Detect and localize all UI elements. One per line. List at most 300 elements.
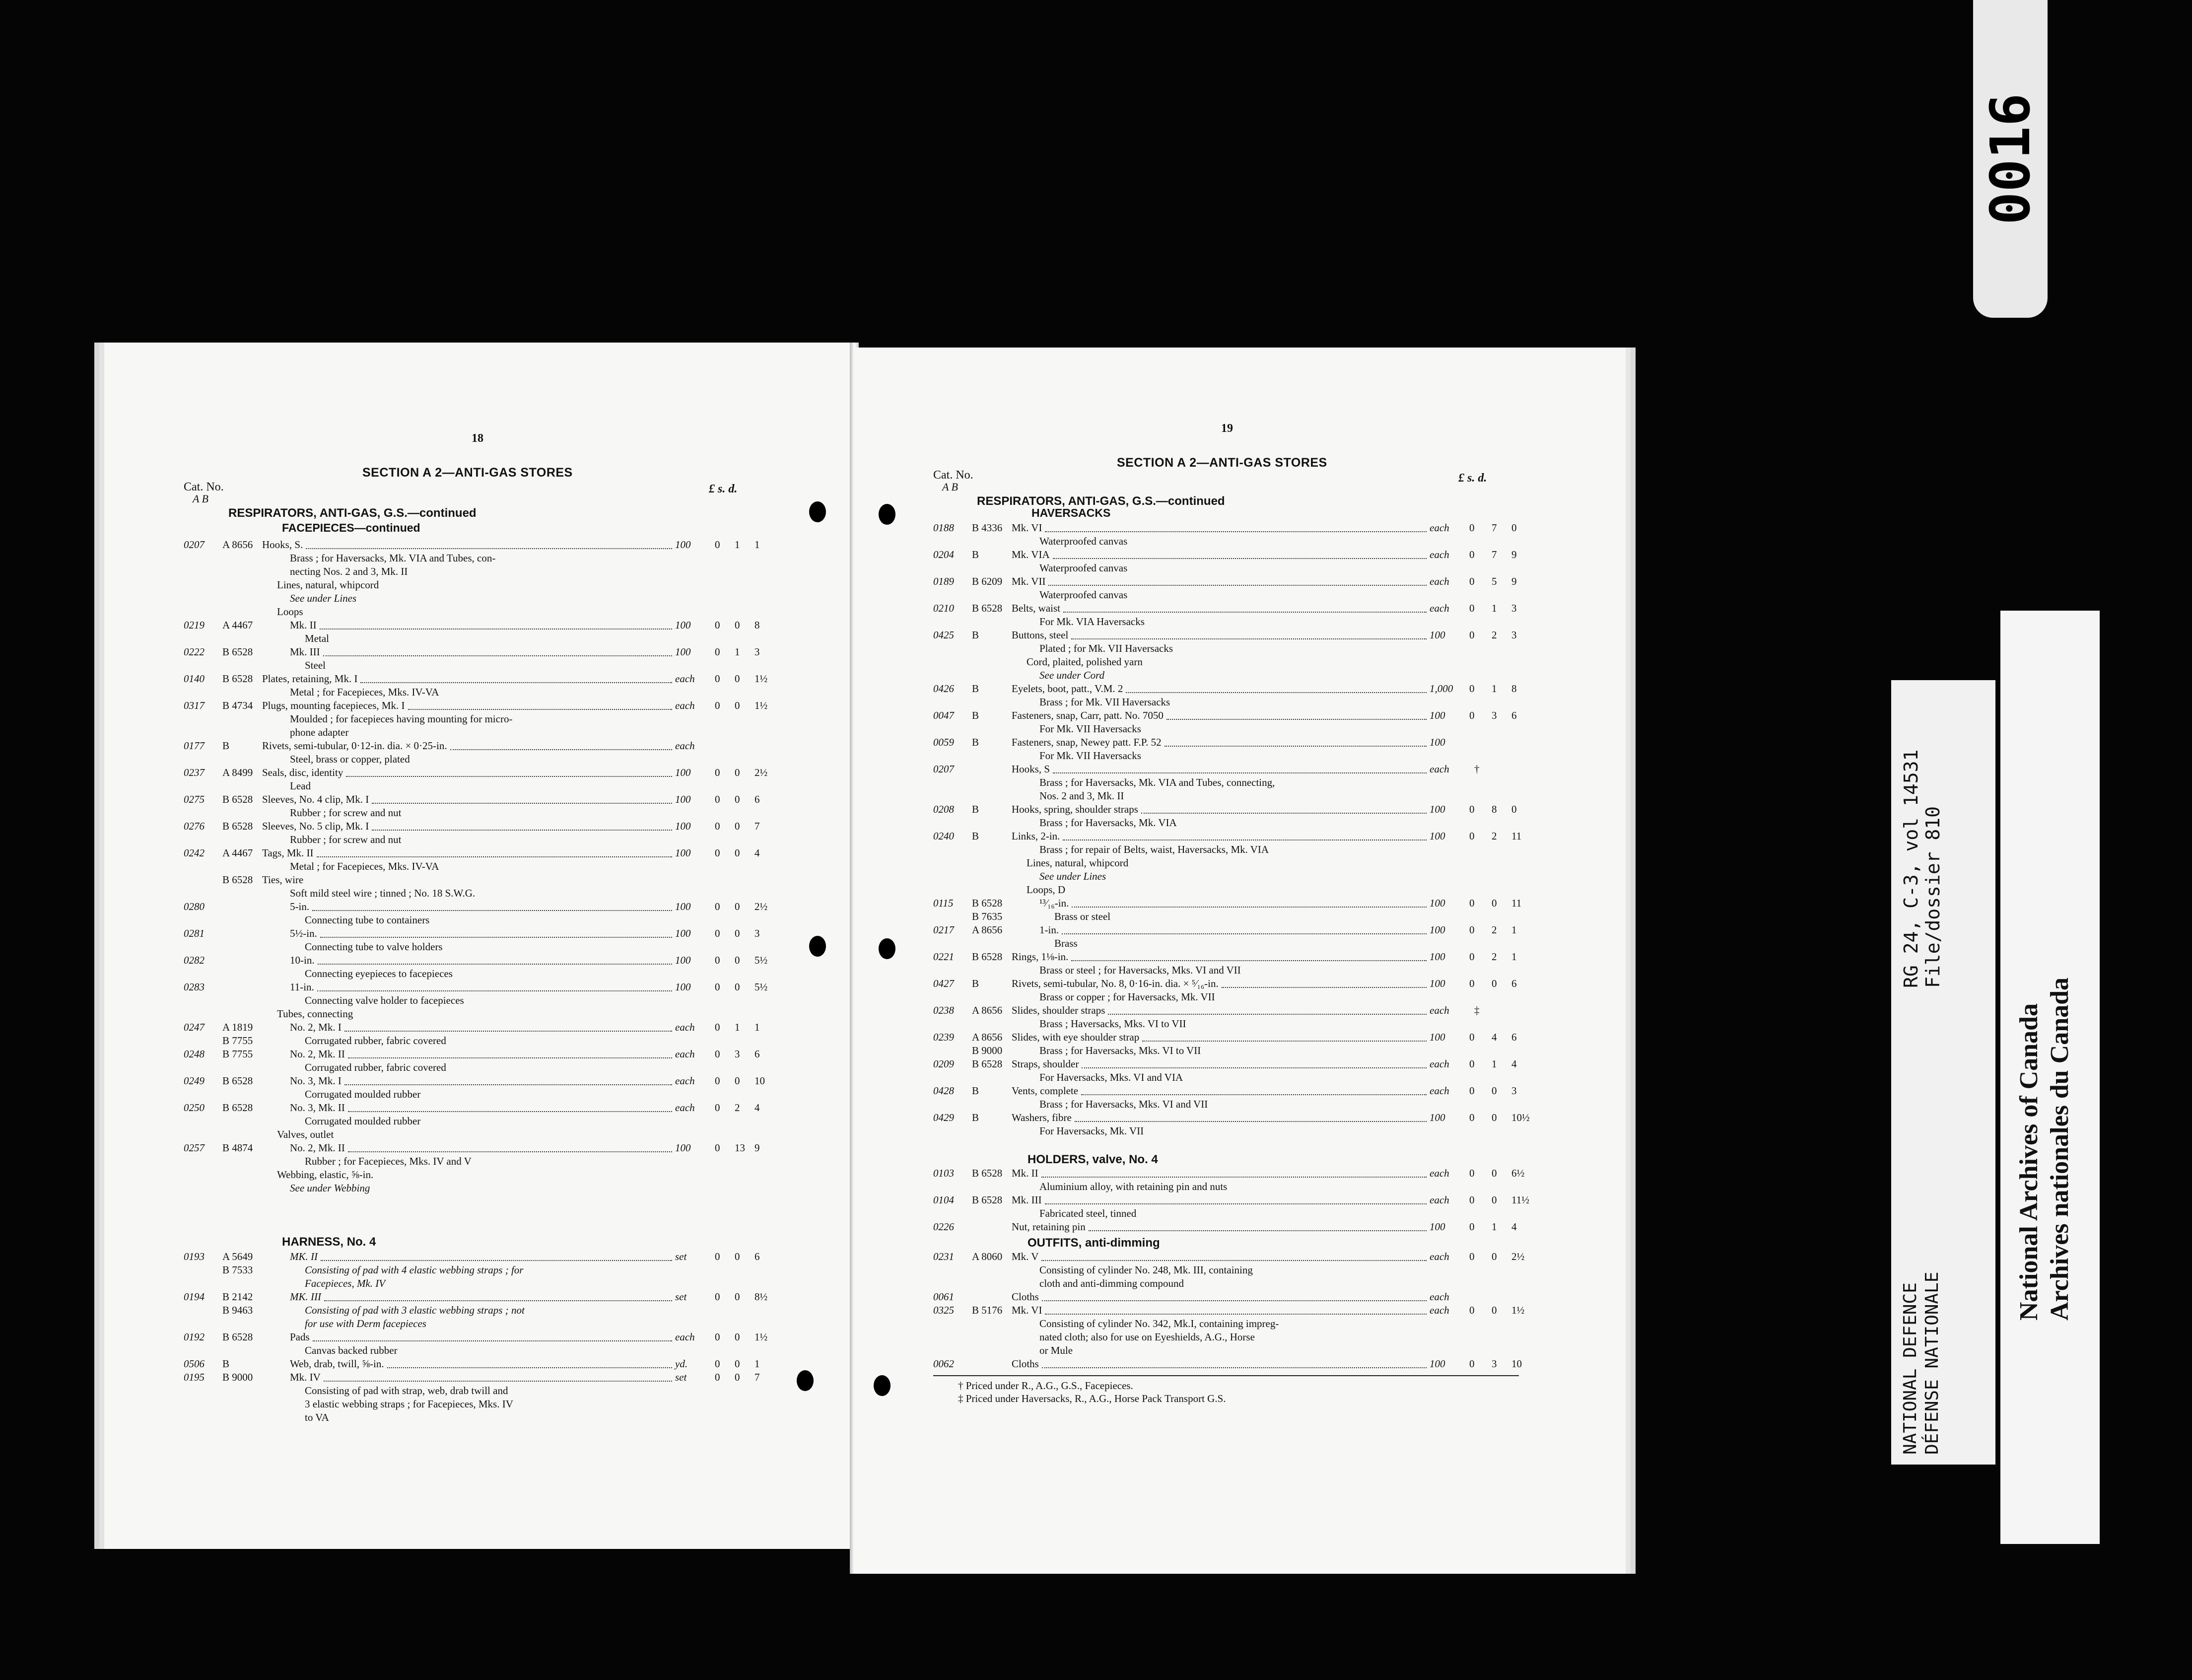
leader-dots (1042, 1367, 1427, 1368)
catalogue-row (184, 1317, 779, 1330)
price-shillings: 5 (1492, 575, 1497, 587)
unit-of-issue: 100 (1430, 830, 1445, 842)
catalogue-row (933, 602, 1554, 615)
ab-reference: B (222, 740, 230, 752)
unit-of-issue: set (675, 1291, 687, 1303)
catalogue-number: 0061 (933, 1291, 954, 1303)
price-pence: 3 (1511, 629, 1517, 641)
price-shillings: 0 (735, 1075, 740, 1087)
ab-reference: B 6528 (972, 1058, 1003, 1070)
catalogue-number: 0317 (184, 700, 205, 711)
leader-dots (321, 1260, 672, 1261)
unit-of-issue: 100 (1430, 897, 1445, 909)
page-number: 19 (1221, 422, 1233, 435)
unit-of-issue: each (1430, 1004, 1449, 1016)
catalogue-number: 0062 (933, 1358, 954, 1370)
unit-of-issue: each (1430, 1194, 1449, 1206)
price-shillings: 3 (735, 1048, 740, 1060)
leader-dots (1042, 1300, 1427, 1301)
archive-reference-label (1891, 680, 1995, 1465)
catalogue-row (184, 793, 779, 806)
price-pounds: 0 (715, 619, 720, 631)
price-shillings: 0 (735, 847, 740, 859)
catalogue-row (184, 1168, 779, 1182)
catalogue-row (933, 776, 1554, 789)
section-title: SECTION A 2—ANTI-GAS STORES (1117, 456, 1327, 470)
catalogue-row (184, 766, 779, 779)
catalogue-row (184, 779, 779, 793)
footnote-dagger: † Priced under R., A.G., G.S., Facepieces. (958, 1380, 1133, 1392)
price-pence: 10½ (1511, 1112, 1530, 1123)
item-description: Seals, disc, identity (262, 767, 343, 778)
item-description: Fabricated steel, tinned (1039, 1207, 1137, 1219)
item-description: For Mk. VIA Haversacks (1039, 616, 1145, 628)
ab-reference: B (972, 1112, 979, 1123)
price-pounds: 0 (1469, 522, 1475, 534)
item-description: Rubber ; for Facepieces, Mks. IV and V (305, 1155, 472, 1167)
price-shillings: 0 (735, 1358, 740, 1370)
ab-reference: A 8656 (972, 1031, 1003, 1043)
item-description: Steel (305, 659, 326, 671)
item-description: Brass ; for Haversacks, Mks. VI to VII (1039, 1045, 1201, 1056)
item-description: Rivets, semi-tubular, No. 8, 0·16-in. dia. × ⁵⁄₁₆-in. (1012, 978, 1219, 989)
leader-dots (1071, 638, 1427, 639)
ab-reference: A 8656 (972, 924, 1003, 936)
catalogue-row (184, 1141, 779, 1155)
item-description: Fasteners, snap, Carr, patt. No. 7050 (1012, 709, 1164, 721)
right-page (854, 348, 1626, 1574)
unit-of-issue: each (1430, 1085, 1449, 1097)
catalogue-number: 0283 (184, 981, 205, 993)
item-description: Corrugated rubber, fabric covered (305, 1061, 446, 1073)
catalogue-row (933, 561, 1554, 575)
ab-reference: B (972, 1085, 979, 1097)
catalogue-row (184, 1007, 779, 1021)
catalogue-row (933, 1111, 1554, 1124)
price-shillings: 0 (1492, 1085, 1497, 1097)
archives-name-fr: Archives nationales du Canada (2046, 977, 2074, 1321)
unit-of-issue: set (675, 1371, 687, 1383)
ab-reference: A 4467 (222, 619, 253, 631)
page-number: 18 (472, 432, 483, 445)
item-description: Metal (305, 632, 329, 644)
price-shillings: 3 (1492, 1358, 1497, 1370)
catalogue-rows (933, 521, 1554, 1138)
catalogue-row (184, 1021, 779, 1034)
unit-of-issue: 100 (675, 539, 691, 551)
catalogue-row (933, 1330, 1554, 1344)
catalogue-number: 0188 (933, 522, 954, 534)
item-description: Brass ; for Haversacks, Mk. VIA and Tubes, con- (290, 552, 496, 564)
catalogue-row (184, 1128, 779, 1141)
catalogue-row (184, 552, 779, 565)
catalogue-number: 0275 (184, 793, 205, 805)
item-description: Facepieces, Mk. IV (305, 1277, 386, 1289)
catalogue-number: 0248 (184, 1048, 205, 1060)
price-pounds: 0 (715, 820, 720, 832)
category-heading: RESPIRATORS, ANTI-GAS, G.S.—continued (977, 494, 1225, 508)
footnote-double-dagger: ‡ Priced under Haversacks, R., A.G., Horse Pack Transport G.S. (958, 1393, 1226, 1404)
binder-hole (809, 501, 826, 522)
catalogue-row (933, 870, 1554, 883)
catalogue-row (184, 887, 779, 900)
price-pounds: 0 (715, 673, 720, 685)
item-description: Eyelets, boot, patt., V.M. 2 (1012, 683, 1123, 695)
ab-reference: B 5176 (972, 1304, 1003, 1316)
item-description: Hooks, spring, shoulder straps (1012, 803, 1138, 815)
price-pence: 8½ (754, 1291, 768, 1303)
leader-dots (1045, 1314, 1427, 1315)
price-pounds: 0 (715, 901, 720, 912)
catalogue-row (933, 1344, 1554, 1357)
catalogue-row (933, 1304, 1554, 1317)
footnotes (958, 1379, 1226, 1405)
price-pounds: 0 (1469, 1112, 1475, 1123)
catalogue-row (933, 803, 1554, 816)
catalogue-number: 0237 (184, 767, 205, 778)
price-shillings: 0 (1492, 1251, 1497, 1262)
catalogue-row (933, 736, 1554, 749)
item-description: for use with Derm facepieces (305, 1318, 426, 1330)
unit-of-issue: 100 (675, 847, 691, 859)
footnote-rule (933, 1375, 1519, 1376)
item-description: Consisting of cylinder No. 342, Mk.I, containing impreg- (1039, 1318, 1279, 1330)
ab-reference: B 6528 (972, 602, 1003, 614)
ab-reference: B (972, 978, 979, 989)
price-pence: 0 (1511, 522, 1517, 534)
price-pence: 9 (754, 1142, 760, 1154)
item-description: 11-in. (290, 981, 314, 993)
price-pence: 1 (1511, 924, 1517, 936)
price-shillings: 0 (735, 954, 740, 966)
price-pounds: 0 (715, 700, 720, 711)
catalogue-row (184, 1115, 779, 1128)
catalogue-row (184, 1182, 779, 1195)
price-pence: 3 (1511, 602, 1517, 614)
catalogue-number: 0208 (933, 803, 954, 815)
item-description: Cloths (1012, 1291, 1039, 1303)
price-shillings: 0 (735, 793, 740, 805)
item-description: Metal ; for Facepieces, Mks. IV-VA (290, 860, 439, 872)
catalogue-number: 0242 (184, 847, 205, 859)
unit-of-issue: 100 (675, 927, 691, 939)
price-pence: 7 (754, 820, 760, 832)
catalogue-number: 0426 (933, 683, 954, 695)
price-pence: 10 (754, 1075, 765, 1087)
ab-reference: B (972, 629, 979, 641)
ab-reference: B (222, 1358, 230, 1370)
price-shillings: 0 (735, 981, 740, 993)
price-shillings: 0 (735, 1251, 740, 1262)
item-description: Brass or copper ; for Haversacks, Mk. VII (1039, 991, 1215, 1003)
leader-dots (1045, 1203, 1427, 1204)
catalogue-row (933, 588, 1554, 602)
catalogue-row (933, 789, 1554, 803)
catalogue-row (184, 1398, 779, 1411)
item-description: Mk. VI (1012, 1304, 1042, 1316)
price-shillings: 13 (735, 1142, 745, 1154)
price-pence: 2½ (754, 767, 768, 778)
archives-name-en: National Archives of Canada (2015, 1003, 2043, 1321)
binder-hole (809, 936, 826, 957)
price-shillings: 0 (1492, 1304, 1497, 1316)
ab-reference: B 6528 (972, 897, 1003, 909)
price-pounds: 0 (715, 767, 720, 778)
price-pence: 3 (1511, 1085, 1517, 1097)
catalogue-row (933, 1057, 1554, 1071)
catalogue-row (933, 937, 1554, 950)
price-pence: 8 (1511, 683, 1517, 695)
catalogue-rows-outfits (933, 1250, 1554, 1371)
item-description: For Haversacks, Mk. VII (1039, 1125, 1144, 1137)
unit-of-issue: 100 (1430, 1358, 1445, 1370)
item-description: No. 3, Mk. II (290, 1102, 345, 1114)
unit-of-issue: each (675, 1102, 695, 1114)
item-description: 5½-in. (290, 927, 317, 939)
catalogue-row (933, 1031, 1554, 1044)
catalogue-row (933, 1290, 1554, 1304)
unit-of-issue: 100 (1430, 803, 1445, 815)
item-description: Slides, shoulder straps (1012, 1004, 1105, 1016)
catalogue-row (933, 1250, 1554, 1263)
leader-dots (348, 1151, 672, 1152)
price-shillings: 1 (735, 539, 740, 551)
catalogue-row (933, 521, 1554, 535)
unit-of-issue: 100 (1430, 736, 1445, 748)
price-pounds: 0 (715, 1021, 720, 1033)
catalogue-row (184, 913, 779, 927)
price-pence: 3 (754, 927, 760, 939)
unit-of-issue: 100 (1430, 951, 1445, 963)
item-description: Connecting tube to containers (305, 914, 430, 926)
catalogue-row (184, 659, 779, 672)
unit-of-issue: each (1430, 1291, 1449, 1303)
item-description: See under Lines (290, 592, 357, 604)
item-description: Mk. II (1012, 1167, 1038, 1179)
catalogue-row (933, 615, 1554, 629)
price-pounds: 0 (715, 646, 720, 658)
price-pounds: 0 (1469, 1194, 1475, 1206)
price-shillings: 0 (735, 673, 740, 685)
leader-dots (318, 964, 672, 965)
leader-dots (324, 1381, 672, 1382)
catalogue-rows-harness (184, 1250, 779, 1424)
item-description: Connecting eyepieces to facepieces (305, 968, 453, 980)
unit-of-issue: each (675, 1048, 695, 1060)
catalogue-row (184, 806, 779, 820)
price-pence: 5½ (754, 981, 768, 993)
unit-of-issue: each (675, 740, 695, 752)
item-description: Brass or steel ; for Haversacks, Mks. VI and VII (1039, 964, 1241, 976)
unit-of-issue: each (1430, 1304, 1449, 1316)
leader-dots (344, 1031, 672, 1032)
catalogue-row (933, 1017, 1554, 1031)
leader-dots (1141, 813, 1427, 814)
price-pounds: 0 (715, 1358, 720, 1370)
price-pence: 1 (754, 1021, 760, 1033)
item-description: Washers, fibre (1012, 1112, 1072, 1123)
catalogue-number: 0207 (184, 539, 205, 551)
leader-dots (317, 856, 672, 857)
catalogue-row (184, 1048, 779, 1061)
ab-reference: B 6528 (222, 673, 253, 685)
catalogue-row (184, 873, 779, 887)
catalogue-row (184, 833, 779, 846)
ab-reference: B 6528 (972, 951, 1003, 963)
catalogue-row (184, 538, 779, 552)
catalogue-row (184, 1034, 779, 1048)
section-title: SECTION A 2—ANTI-GAS STORES (362, 466, 573, 480)
unit-of-issue: each (1430, 763, 1449, 775)
catalogue-row (184, 860, 779, 873)
item-description: 3 elastic webbing straps ; for Facepieces, Mks. IV (305, 1398, 513, 1410)
footnote-mark: ‡ (1474, 1004, 1480, 1016)
catalogue-row (933, 830, 1554, 843)
leader-dots (372, 830, 672, 831)
price-shillings: 7 (1492, 549, 1497, 560)
ab-reference: B 6528 (222, 1075, 253, 1087)
catalogue-row (933, 1180, 1554, 1193)
catalogue-row (933, 1084, 1554, 1098)
catalogue-number: 0047 (933, 709, 954, 721)
left-page (104, 343, 854, 1549)
catalogue-number: 0276 (184, 820, 205, 832)
item-description: Lines, natural, whipcord (1027, 857, 1129, 869)
unit-of-issue: 100 (1430, 629, 1445, 641)
price-shillings: 2 (1492, 924, 1497, 936)
leader-dots (1142, 1041, 1427, 1042)
price-pounds: 0 (1469, 951, 1475, 963)
catalogue-number: 0209 (933, 1058, 954, 1070)
catalogue-row (933, 883, 1554, 897)
price-pence: 9 (1511, 575, 1517, 587)
item-description: Waterproofed canvas (1039, 535, 1128, 547)
catalogue-row (184, 605, 779, 619)
leader-dots (323, 655, 672, 656)
price-pounds: 0 (1469, 1058, 1475, 1070)
subcategory-heading: HAVERSACKS (1031, 506, 1111, 519)
cat-no-label: Cat. No. (184, 481, 224, 493)
ab-reference: A 8499 (222, 767, 253, 778)
item-description: Brass ; for repair of Belts, waist, Haversacks, Mk. VIA (1039, 843, 1269, 855)
leader-dots (1041, 1260, 1427, 1261)
catalogue-number: 0425 (933, 629, 954, 641)
unit-of-issue: 100 (1430, 978, 1445, 989)
price-pence: 1 (754, 1358, 760, 1370)
ab-reference: A 4467 (222, 847, 253, 859)
binder-hole (874, 1375, 890, 1396)
catalogue-row (184, 927, 779, 940)
department-fr: DÉFENSE NATIONALE (1922, 1271, 1942, 1455)
catalogue-row (933, 1193, 1554, 1207)
catalogue-row (933, 722, 1554, 736)
price-pence: 4 (1511, 1058, 1517, 1070)
item-description: No. 3, Mk. I (290, 1075, 342, 1087)
catalogue-number: 0280 (184, 901, 205, 912)
price-pounds: 0 (1469, 1251, 1475, 1262)
ab-reference: B 6528 (222, 1102, 253, 1114)
catalogue-number: 0247 (184, 1021, 205, 1033)
ab-reference: B (972, 736, 979, 748)
unit-of-issue: 100 (1430, 1221, 1445, 1233)
item-description: Mk. III (1012, 1194, 1042, 1206)
catalogue-row (184, 619, 779, 632)
catalogue-row (933, 548, 1554, 561)
item-description: Valves, outlet (277, 1128, 334, 1140)
catalogue-number: 0059 (933, 736, 954, 748)
item-description: Cloths (1012, 1358, 1039, 1370)
leader-dots (312, 910, 672, 911)
catalogue-row (933, 816, 1554, 830)
binder-hole (879, 938, 895, 959)
item-description: Tubes, connecting (277, 1008, 353, 1020)
item-description: Loops (277, 606, 303, 618)
leader-dots (1053, 558, 1427, 559)
item-description: Corrugated moulded rubber (305, 1115, 421, 1127)
unit-of-issue: each (675, 700, 695, 711)
catalogue-row (933, 990, 1554, 1004)
price-shillings: 2 (735, 1102, 740, 1114)
catalogue-number: 0189 (933, 575, 954, 587)
ab-reference: B 6528 (222, 1331, 253, 1343)
ab-reference: B (972, 683, 979, 695)
catalogue-number: 0222 (184, 646, 205, 658)
binder-hole (879, 504, 895, 525)
catalogue-row (184, 1290, 779, 1304)
catalogue-number: 0177 (184, 740, 205, 752)
leader-dots (387, 1367, 672, 1368)
price-pounds: 0 (1469, 978, 1475, 989)
catalogue-number: 0249 (184, 1075, 205, 1087)
item-description: Hooks, S. (262, 539, 303, 551)
item-description: to VA (305, 1411, 329, 1423)
category-heading-harness: HARNESS, No. 4 (282, 1235, 376, 1249)
item-description: Brass ; for Haversacks, Mks. VI and VII (1039, 1098, 1208, 1110)
leader-dots (324, 1300, 672, 1301)
subcategory-heading: FACEPIECES—continued (282, 521, 420, 534)
item-description: Mk. III (290, 646, 320, 658)
leader-dots (313, 1340, 672, 1341)
price-pence: 7 (754, 1371, 760, 1383)
catalogue-number: 0140 (184, 673, 205, 685)
catalogue-number: 0428 (933, 1085, 954, 1097)
category-heading-outfits: OUTFITS, anti-dimming (1028, 1236, 1160, 1250)
unit-of-issue: 100 (1430, 1112, 1445, 1123)
national-archives-label (2000, 611, 2100, 1544)
price-shillings: 1 (735, 1021, 740, 1033)
item-description: Plates, retaining, Mk. I (262, 673, 358, 685)
item-description: Cord, plaited, polished yarn (1027, 656, 1143, 668)
catalogue-row (184, 699, 779, 712)
catalogue-number: 0325 (933, 1304, 954, 1316)
price-shillings: 0 (1492, 978, 1497, 989)
ab-reference: B 6528 (972, 1167, 1003, 1179)
lsd-header: £ s. d. (709, 483, 738, 495)
price-pounds: 0 (1469, 1221, 1475, 1233)
price-pence: 6 (1511, 1031, 1517, 1043)
item-description: Brass ; for Haversacks, Mk. VIA and Tubes, connecting, (1039, 776, 1275, 788)
item-description: Tags, Mk. II (262, 847, 314, 859)
catalogue-number: 0104 (933, 1194, 954, 1206)
catalogue-rows (184, 538, 779, 1195)
item-description: Consisting of pad with strap, web, drab twill and (305, 1385, 508, 1397)
ab-reference: B 4336 (972, 522, 1003, 534)
leader-dots (1166, 719, 1427, 720)
item-description: 1-in. (1039, 924, 1059, 936)
catalogue-number: 0240 (933, 830, 954, 842)
leader-dots (1041, 1177, 1427, 1178)
price-pence: 5½ (754, 954, 768, 966)
